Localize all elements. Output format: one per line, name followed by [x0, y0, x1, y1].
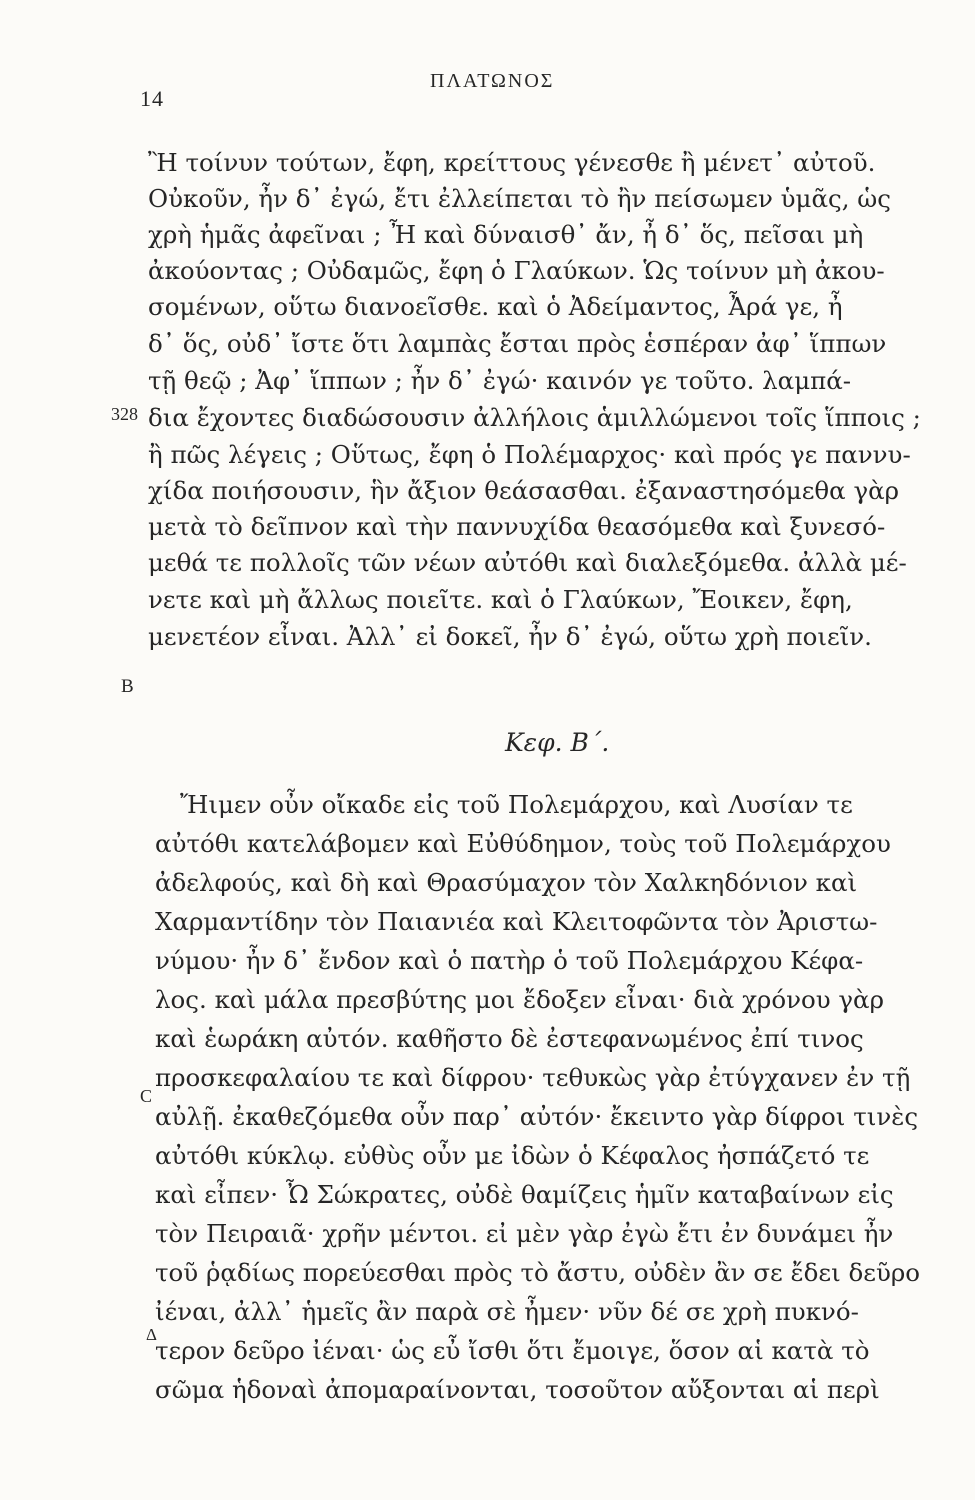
text-line: νύμου· ἦν δ᾿ ἔνδον καὶ ὁ πατὴρ ὁ τοῦ Πολεμάρχου Κέφα- [155, 946, 864, 975]
text-line: τοῦ ῥᾳδίως πορεύεσθαι πρὸς τὸ ἄστυ, οὐδὲν ἂν σε ἔδει δεῦρο [155, 1258, 921, 1287]
text-line: δια ἔχοντες διαδώσουσιν ἀλλήλοις ἁμιλλώμενοι τοῖς ἵπποις ; [148, 403, 921, 432]
text-line: τὸν Πειραιᾶ· χρῆν μέντοι. εἰ μὲν γὰρ ἐγὼ ἔτι ἐν δυνάμει ἦν [155, 1219, 894, 1248]
text-line: χρὴ ἡμᾶς ἀφεῖναι ; Ἦ καὶ δύναισθ᾿ ἄν, ἦ δ᾿ ὅς, πεῖσαι μὴ [148, 220, 864, 249]
margin-ref-d: Δ [146, 1325, 157, 1344]
margin-ref-328: 328 [111, 404, 138, 424]
text-line: τερον δεῦρο ἰέναι· ὡς εὖ ἴσθι ὅτι ἔμοιγε, ὅσον αἱ κατὰ τὸ [155, 1336, 870, 1365]
text-line: σομένων, οὕτω διανοεῖσθε. καὶ ὁ Ἀδείμαντος, Ἆρά γε, ἦ [148, 292, 843, 321]
text-line: δ᾿ ὅς, οὐδ᾿ ἴστε ὅτι λαμπὰς ἔσται πρὸς ἑσπέραν ἀφ᾿ ἵππων [148, 329, 887, 358]
running-head: ΠΛΑΤΩΝΟΣ [430, 70, 555, 92]
text-line: Οὐκοῦν, ἦν δ᾿ ἐγώ, ἔτι ἐλλείπεται τὸ ἢν πείσωμεν ὑμᾶς, ὡς [148, 184, 891, 213]
text-line: ἢ πῶς λέγεις ; Οὕτως, ἔφη ὁ Πολέμαρχος· καὶ πρός γε παννυ- [148, 440, 911, 469]
text-line: Ἢ τοίνυν τούτων, ἔφη, κρείττους γένεσθε ἢ μένετ᾿ αὐτοῦ. [148, 148, 876, 177]
margin-ref-c: C [140, 1086, 153, 1106]
text-line: λος. καὶ μάλα πρεσβύτης μοι ἔδοξεν εἶναι· διὰ χρόνου γὰρ [155, 985, 884, 1014]
text-line: αὐτόθι κατελάβομεν καὶ Εὐθύδημον, τοὺς τοῦ Πολεμάρχου [155, 829, 891, 858]
text-line: αὐλῇ. ἐκαθεζόμεθα οὖν παρ᾿ αὐτόν· ἔκειντο γὰρ δίφροι τινὲς [155, 1102, 919, 1131]
text-line: χίδα ποιήσουσιν, ἣν ἄξιον θεάσασθαι. ἐξαναστησόμεθα γὰρ [148, 476, 900, 505]
text-line: ἰέναι, ἀλλ᾿ ἡμεῖς ἂν παρὰ σὲ ἦμεν· νῦν δέ σε χρὴ πυκνό- [155, 1297, 859, 1326]
text-line: ἀκούοντας ; Οὐδαμῶς, ἔφη ὁ Γλαύκων. Ὡς τοίνυν μὴ ἀκου- [148, 256, 885, 285]
page-number: 14 [140, 86, 164, 111]
text-line: καὶ ἑωράκη αὐτόν. καθῆστο δὲ ἐστεφανωμένος ἐπί τινος [155, 1024, 864, 1053]
text-line: τῇ θεῷ ; Ἀφ᾿ ἵππων ; ἦν δ᾿ ἐγώ· καινόν γε τοῦτο. λαμπά- [148, 366, 852, 395]
text-line: μενετέον εἶναι. Ἀλλ᾿ εἰ δοκεῖ, ἦν δ᾿ ἐγώ, οὕτω χρὴ ποιεῖν. [148, 622, 872, 651]
text-line: σῶμα ἡδοναὶ ἀπομαραίνονται, τοσοῦτον αὔξονται αἱ περὶ [155, 1375, 880, 1404]
text-line: νετε καὶ μὴ ἄλλως ποιεῖτε. καὶ ὁ Γλαύκων, Ἔοικεν, ἔφη, [148, 585, 853, 614]
margin-ref-b: B [121, 676, 134, 697]
text-line: Χαρμαντίδην τὸν Παιανιέα καὶ Κλειτοφῶντα τὸν Ἀριστω- [155, 907, 878, 936]
text-line: αὐτόθι κύκλῳ. εὐθὺς οὖν με ἰδὼν ὁ Κέφαλος ἠσπάζετό τε [155, 1141, 870, 1170]
text-line: μετὰ τὸ δεῖπνον καὶ τὴν παννυχίδα θεασόμεθα καὶ ξυνεσό- [148, 512, 886, 541]
text-line: Ἤιμεν οὖν οἴκαδε εἰς τοῦ Πολεμάρχου, καὶ Λυσίαν τε [180, 790, 853, 819]
text-line: ἀδελφούς, καὶ δὴ καὶ Θρασύμαχον τὸν Χαλκηδόνιον καὶ [155, 868, 858, 897]
text-line: προσκεφαλαίου τε καὶ δίφρου· τεθυκὼς γὰρ ἐτύγχανεν ἐν τῇ [155, 1063, 911, 1092]
text-line: μεθά τε πολλοῖς τῶν νέων αὐτόθι καὶ διαλεξόμεθα. ἀλλὰ μέ- [148, 548, 907, 577]
chapter-heading: Κεφ. Β΄. [505, 728, 610, 757]
text-line: καὶ εἶπεν· Ὦ Σώκρατες, οὐδὲ θαμίζεις ἡμῖν καταβαίνων εἰς [155, 1180, 894, 1209]
